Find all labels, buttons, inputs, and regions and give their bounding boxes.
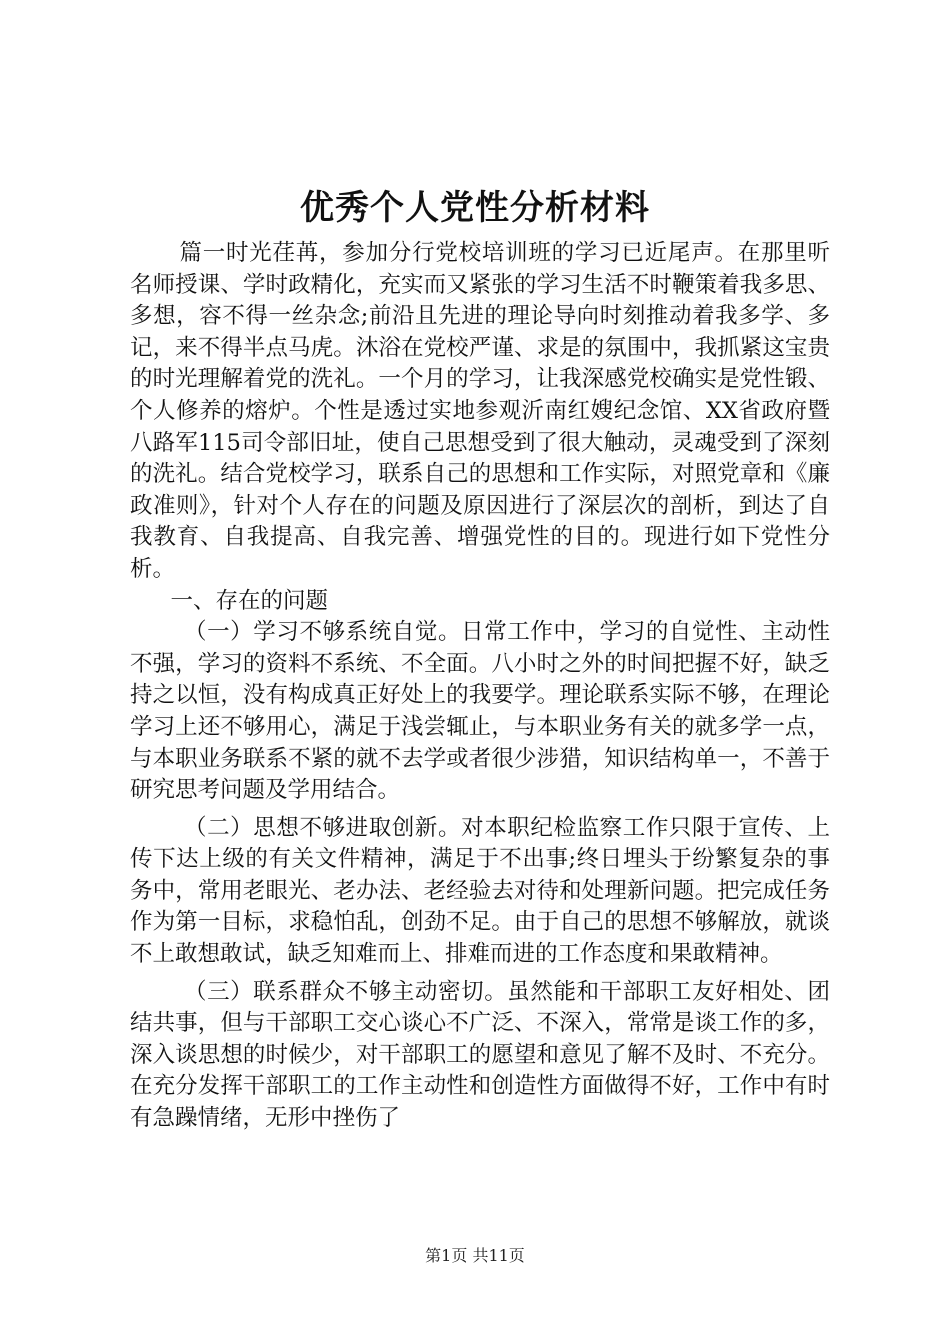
problem-item-3: （三）联系群众不够主动密切。虽然能和干部职工友好相处、团结共事，但与干部职工交心谈心不广泛、不深入，常常是谈工作的多，深入谈思想的时候少，对干部职工的愿望和意见了解不及时、不充分。在充分发挥干部职工的工作主动性和创造性方面做得不好，工作中有时有急躁情绪，无形中挫伤了 bbox=[130, 978, 830, 1132]
document-title: 优秀个人党性分析材料 bbox=[300, 188, 650, 228]
problem-item-1: （一）学习不够系统自觉。日常工作中，学习的自觉性、主动性不强，学习的资料不系统、不全面。八小时之外的时间把握不好，缺乏持之以恒，没有构成真正好处上的我要学。理论联系实际不够，在理论学习上还不够用心，满足于浅尝辄止，与本职业务有关的就多学一点，与本职业务联系不紧的就不去学或者很少涉猎，知识结构单一，不善于研究思考问题及学用结合。 bbox=[130, 619, 830, 804]
problem-item-2: （二）思想不够进取创新。对本职纪检监察工作只限于宣传、上传下达上级的有关文件精神，满足于不出事;终日埋头于纷繁复杂的事务中，常用老眼光、老办法、老经验去对待和处理新问题。把完成任务作为第一目标，求稳怕乱，创劲不足。由于自己的思想不够解放，就谈不上敢想敢试，缺乏知难而上、排难而进的工作态度和果敢精神。 bbox=[130, 814, 830, 968]
section-heading-problems: 一、存在的问题 bbox=[170, 587, 329, 614]
intro-paragraph: 篇一时光荏苒，参加分行党校培训班的学习已近尾声。在那里听名师授课、学时政精化，充实而又紧张的学习生活不时鞭策着我多思、多想，容不得一丝杂念;前沿且先进的理论导向时刻推动着我多学、多记，来不得半点马虎。沐浴在党校严谨、求是的氛围中，我抓紧这宝贵的时光理解着党的洗礼。一个月的学习，让我深感党校确实是党性锻、个人修养的熔炉。个性是透过实地参观沂南红嫂纪念馆、XX省政府暨八路军115司令部旧址，使自己思想受到了很大触动，灵魂受到了深刻的洗礼。结合党校学习，联系自己的思想和工作实际，对照党章和《廉政准则》，针对个人存在的问题及原因进行了深层次的剖析，到达了自我教育、自我提高、自我完善、增强党性的目的。现进行如下党性分析。 bbox=[130, 240, 830, 582]
page-footer: 第1页 共11页 bbox=[425, 1246, 525, 1265]
document-body bbox=[130, 238, 830, 1135]
